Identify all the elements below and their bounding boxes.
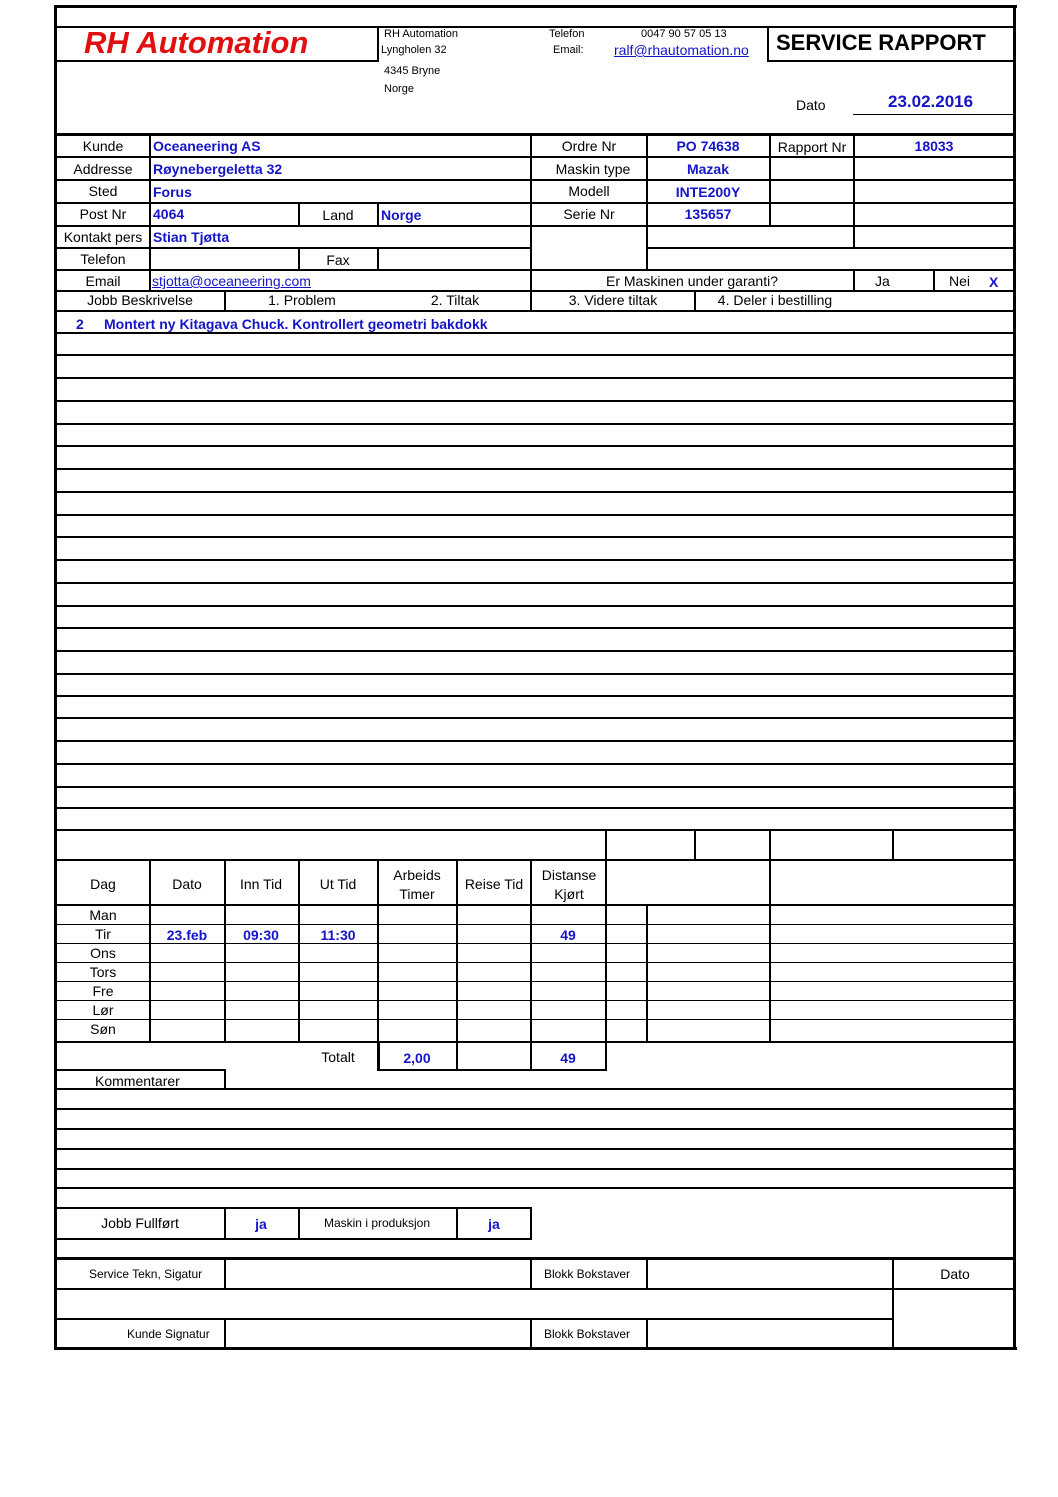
time-cell-km[interactable]: 49: [560, 927, 576, 943]
fax-label: Fax: [326, 252, 350, 268]
job-rule-line: [57, 423, 1013, 425]
time-row-line: [57, 924, 1013, 925]
customer-block-letters-field[interactable]: [649, 1320, 891, 1347]
contact-label: Kontakt pers: [63, 229, 143, 245]
warranty-yes-label: Ja: [875, 273, 890, 289]
customer-signature-label: Kunde Signatur: [127, 1327, 210, 1341]
place-value[interactable]: Forus: [153, 184, 192, 200]
time-row-line: [57, 981, 1013, 982]
job-parts-header: 4. Deler i bestilling: [717, 292, 833, 308]
machine-type-value[interactable]: Mazak: [686, 161, 730, 177]
address-value[interactable]: Røynebergeletta 32: [153, 161, 283, 177]
serial-label: Serie Nr: [563, 206, 615, 222]
model-value[interactable]: INTE200Y: [675, 184, 741, 200]
signature-date-label: Dato: [940, 1266, 970, 1282]
col-hours-header: Arbeids Timer: [393, 867, 441, 902]
job-rule-line: [57, 673, 1013, 675]
time-row-day: Ons: [90, 945, 116, 961]
address-label: Addresse: [73, 161, 133, 177]
warranty-no-value[interactable]: X: [989, 274, 999, 290]
job-rule-line: [57, 740, 1013, 742]
comment-rule-line: [57, 1128, 1013, 1130]
job-rule-line: [57, 605, 1013, 607]
report-number-value[interactable]: 18033: [914, 138, 954, 154]
date-label: Dato: [796, 97, 826, 113]
comment-rule-line: [57, 1187, 1013, 1189]
customer-label: Kunde: [82, 138, 124, 154]
time-row-line: [57, 1000, 1013, 1001]
warranty-question: Er Maskinen under garanti?: [606, 273, 778, 289]
postal-label: Post Nr: [79, 206, 127, 222]
col-day-header: Dag: [90, 876, 116, 892]
email-label: Email: [85, 273, 121, 289]
time-row-day: Tir: [95, 926, 111, 942]
customer-value[interactable]: Oceaneering AS: [153, 138, 261, 154]
country-value[interactable]: Norge: [381, 207, 422, 223]
total-distance[interactable]: 49: [560, 1050, 576, 1066]
time-row-day: Man: [89, 907, 117, 923]
model-label: Modell: [568, 183, 610, 199]
job-rule-line: [57, 559, 1013, 561]
job-further-header: 3. Videre tiltak: [568, 292, 658, 308]
company-email-label: Email:: [553, 44, 584, 56]
job-line-type[interactable]: 2: [76, 316, 84, 332]
job-completed-value[interactable]: ja: [255, 1216, 267, 1232]
report-title: SERVICE RAPPORT: [776, 30, 986, 55]
time-row-day: Lør: [92, 1002, 114, 1018]
report-number-label: Rapport Nr: [777, 139, 847, 155]
machine-type-label: Maskin type: [555, 161, 631, 177]
total-hours[interactable]: 2,00: [403, 1050, 431, 1066]
job-action-header: 2. Tiltak: [430, 292, 480, 308]
job-rule-line: [57, 514, 1013, 516]
job-completed-label: Jobb Fullført: [101, 1215, 179, 1231]
block-letters-label-2: Blokk Bokstaver: [544, 1327, 631, 1341]
time-row-line: [57, 943, 1013, 944]
job-rule-line: [57, 400, 1013, 402]
serial-value[interactable]: 135657: [684, 206, 732, 222]
order-number-label: Ordre Nr: [561, 138, 617, 154]
time-cell-dato[interactable]: 23.feb: [166, 927, 208, 943]
comment-rule-line: [57, 1108, 1013, 1110]
phone-label: Telefon: [80, 251, 126, 267]
warranty-no-label: Nei: [949, 273, 971, 289]
job-rule-line: [57, 786, 1013, 788]
job-line-text[interactable]: Montert ny Kitagava Chuck. Kontrollert geometri bakdokk: [104, 316, 488, 332]
job-description-header: Jobb Beskrivelse: [87, 292, 193, 308]
job-problem-header: 1. Problem: [268, 292, 336, 308]
email-value[interactable]: stjotta@oceaneering.com: [152, 273, 311, 289]
time-cell-inn[interactable]: 09:30: [243, 927, 279, 943]
time-row-line: [57, 1019, 1013, 1020]
company-country: Norge: [384, 83, 414, 95]
job-rule-line: [57, 582, 1013, 584]
col-travel-header: Reise Tid: [464, 876, 524, 892]
machine-in-production-label: Maskin i produksjon: [323, 1216, 431, 1230]
time-cell-ut[interactable]: 11:30: [320, 927, 356, 943]
contact-value[interactable]: Stian Tjøtta: [153, 229, 230, 245]
company-phone-label: Telefon: [549, 28, 585, 40]
company-logo: RH Automation: [84, 25, 309, 60]
company-name: RH Automation: [384, 28, 458, 40]
job-rule-line: [57, 627, 1013, 629]
col-out-header: Ut Tid: [319, 876, 357, 892]
order-number-value[interactable]: PO 74638: [676, 138, 740, 154]
total-label: Totalt: [321, 1049, 355, 1065]
job-rule-line: [57, 491, 1013, 493]
time-row-day: Fre: [92, 983, 114, 999]
time-row-day: Søn: [90, 1021, 116, 1037]
col-in-header: Inn Tid: [239, 876, 283, 892]
job-rule-line: [57, 717, 1013, 719]
customer-signature-field[interactable]: [227, 1320, 529, 1347]
machine-in-production-value[interactable]: ja: [488, 1216, 500, 1232]
job-rule-line: [57, 445, 1013, 447]
signature-date-field[interactable]: [895, 1290, 1012, 1347]
block-letters-label-1: Blokk Bokstaver: [544, 1267, 631, 1281]
technician-block-letters-field[interactable]: [649, 1260, 891, 1288]
postal-value[interactable]: 4064: [153, 206, 185, 222]
job-rule-line: [57, 807, 1013, 809]
job-rule-line: [57, 377, 1013, 379]
job-rule-line: [57, 468, 1013, 470]
date-value: 23.02.2016: [888, 92, 974, 111]
technician-signature-field[interactable]: [227, 1260, 529, 1288]
col-date-header: Dato: [172, 876, 202, 892]
comments-label: Kommentarer: [95, 1073, 180, 1089]
country-label: Land: [322, 207, 354, 223]
job-rule-line: [57, 650, 1013, 652]
job-rule-line: [57, 763, 1013, 765]
technician-signature-label: Service Tekn, Sigatur: [89, 1267, 203, 1281]
job-rule-line: [57, 695, 1013, 697]
job-rule-line: [57, 536, 1013, 538]
company-email-link[interactable]: ralf@rhautomation.no: [614, 42, 749, 58]
job-rule-line: [57, 332, 1013, 334]
comment-rule-line: [57, 1148, 1013, 1150]
company-postal: 4345 Bryne: [384, 65, 441, 77]
col-distance-header: Distanse Kjørt: [541, 867, 597, 902]
company-street: Lyngholen 32: [381, 44, 447, 56]
time-row-day: Tors: [89, 964, 117, 980]
job-rule-line: [57, 354, 1013, 356]
place-label: Sted: [88, 183, 118, 199]
time-row-line: [57, 962, 1013, 963]
comment-rule-line: [57, 1168, 1013, 1170]
company-phone: 0047 90 57 05 13: [641, 28, 727, 40]
